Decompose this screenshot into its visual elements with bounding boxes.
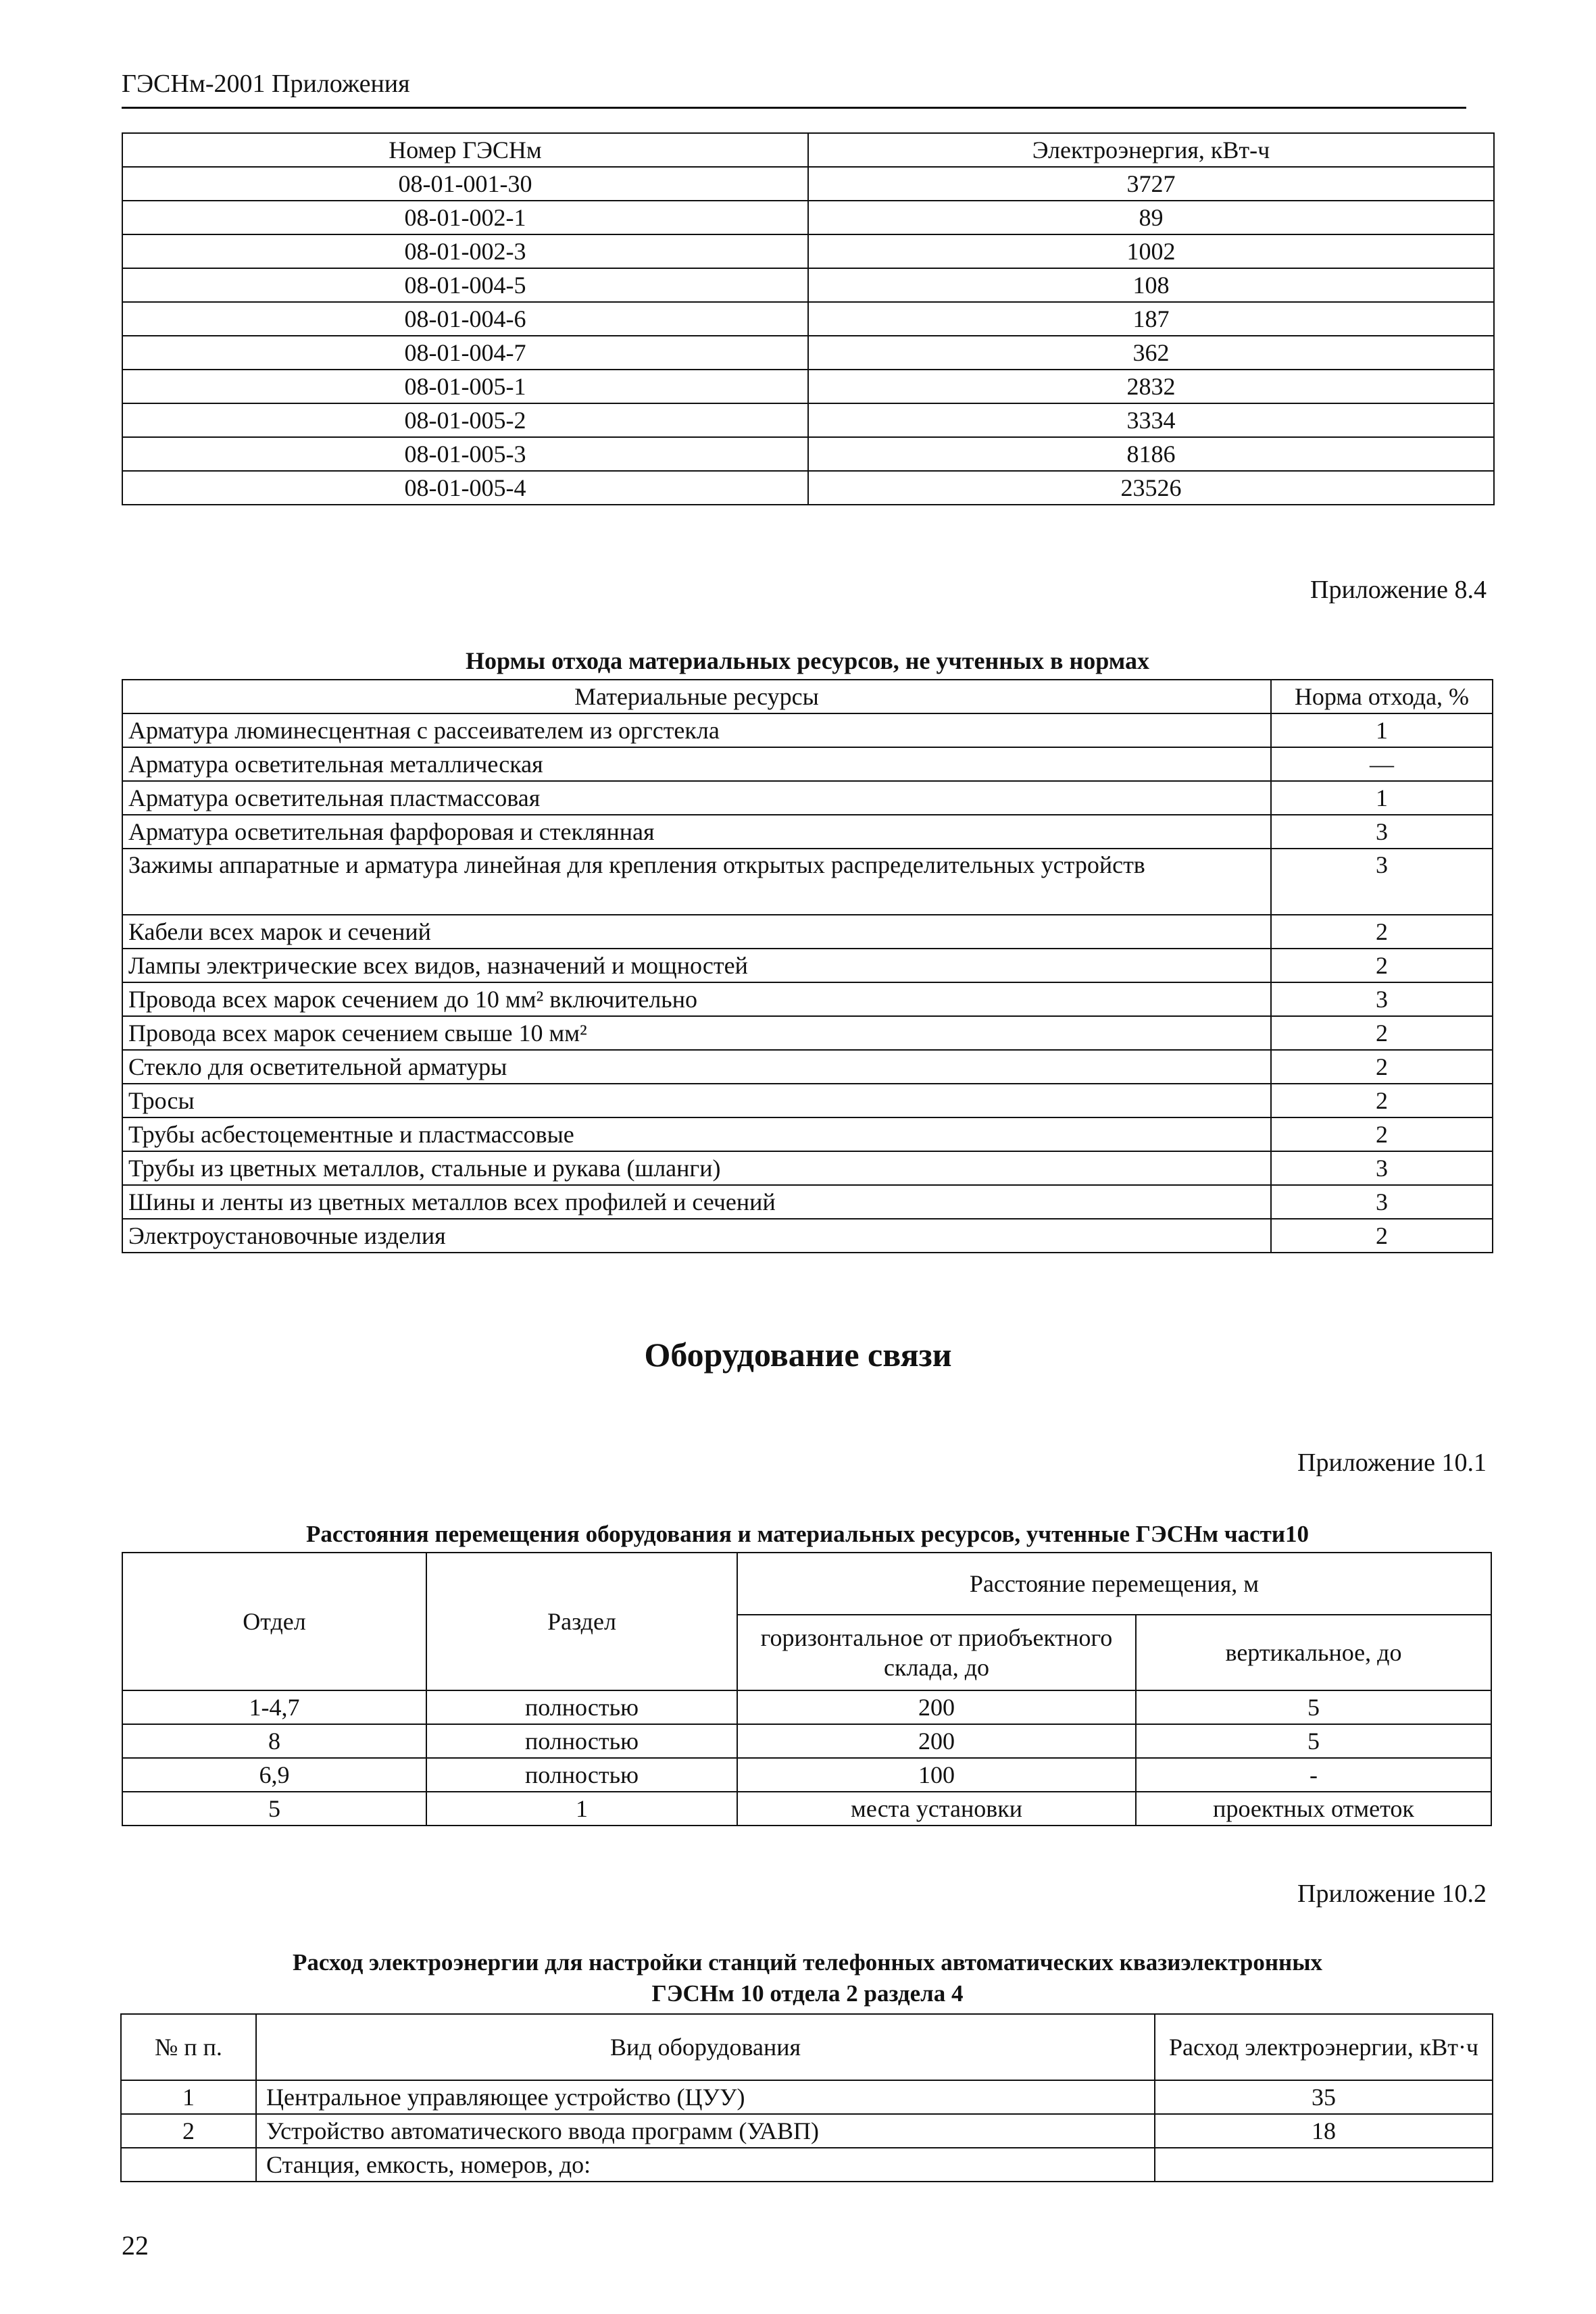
table-cell: 100 xyxy=(737,1758,1136,1792)
appendix-label: Приложение 10.1 xyxy=(1297,1449,1487,1477)
table-cell: Провода всех марок сечением до 10 мм² включительно xyxy=(122,982,1271,1016)
table-cell: 2 xyxy=(1271,1117,1493,1151)
table-cell: Кабели всех марок и сечений xyxy=(122,915,1271,949)
table-row xyxy=(121,2080,1493,2114)
table-cell: 200 xyxy=(737,1690,1136,1724)
table-title: Нормы отхода материальных ресурсов, не учтенных в нормах xyxy=(466,647,1149,674)
table-cell: полностью xyxy=(426,1758,737,1792)
table-row xyxy=(122,815,1493,849)
waste-norms-table xyxy=(122,679,1493,1253)
table-row xyxy=(121,2114,1493,2148)
table-cell: 2 xyxy=(1271,1084,1493,1117)
table-row xyxy=(122,167,1494,201)
header-cell: Номер ГЭСНм xyxy=(122,133,808,167)
table-row xyxy=(122,713,1493,747)
header-cell: Расстояние перемещения, м xyxy=(737,1553,1491,1615)
header-cell: Норма отхода, % xyxy=(1271,680,1493,713)
table-cell: Арматура осветительная металлическая xyxy=(122,747,1271,781)
appendix-label: Приложение 10.2 xyxy=(1297,1880,1487,1908)
table-cell: Центральное управляющее устройство (ЦУУ) xyxy=(256,2080,1155,2114)
table-row xyxy=(122,1792,1491,1826)
table-row xyxy=(122,403,1494,437)
table-cell: 08-01-005-2 xyxy=(122,403,808,437)
table-row xyxy=(122,1758,1491,1792)
table-cell: Тросы xyxy=(122,1084,1271,1117)
header-cell: вертикальное, до xyxy=(1136,1615,1491,1690)
table-cell: Трубы из цветных металлов, стальные и рукава (шланги) xyxy=(122,1151,1271,1185)
table-cell: 08-01-002-1 xyxy=(122,201,808,234)
electricity-table xyxy=(122,132,1495,505)
running-header: ГЭСНм-2001 Приложения xyxy=(122,70,410,98)
header-cell: Вид оборудования xyxy=(256,2014,1155,2080)
table-cell: 200 xyxy=(737,1724,1136,1758)
table-cell: 6,9 xyxy=(122,1758,426,1792)
table-cell: 2832 xyxy=(808,370,1494,403)
table-cell: Трубы асбестоцементные и пластмассовые xyxy=(122,1117,1271,1151)
table-cell: 35 xyxy=(1155,2080,1493,2114)
table-cell: 08-01-005-4 xyxy=(122,471,808,505)
table-cell: 2 xyxy=(121,2114,256,2148)
table-cell: 3 xyxy=(1271,849,1493,915)
table-cell: 108 xyxy=(808,268,1494,302)
table-header-row xyxy=(122,1553,1491,1615)
table-cell xyxy=(1155,2148,1493,2182)
table-row xyxy=(122,949,1493,982)
table-cell: 3 xyxy=(1271,1151,1493,1185)
table-row xyxy=(122,234,1494,268)
header-cell: Раздел xyxy=(426,1553,737,1690)
header-cell: горизонтальное от приобъектного склада, до xyxy=(737,1615,1136,1690)
table-cell: Зажимы аппаратные и арматура линейная для крепления открытых распределительных устройств xyxy=(122,849,1271,915)
table-row xyxy=(122,1690,1491,1724)
table-cell: 18 xyxy=(1155,2114,1493,2148)
table-cell: 5 xyxy=(122,1792,426,1826)
header-rule xyxy=(122,107,1466,109)
header-cell: № п п. xyxy=(121,2014,256,2080)
table-row xyxy=(122,1016,1493,1050)
header-cell: Отдел xyxy=(122,1553,426,1690)
table-row xyxy=(122,1219,1493,1253)
table-header-row xyxy=(121,2014,1493,2080)
table-row xyxy=(121,2148,1493,2182)
table-cell: 1 xyxy=(1271,781,1493,815)
table-cell: проектных отметок xyxy=(1136,1792,1491,1826)
table-cell: Электроустановочные изделия xyxy=(122,1219,1271,1253)
table-cell: 2 xyxy=(1271,949,1493,982)
table-cell: 187 xyxy=(808,302,1494,336)
table-cell: Устройство автоматического ввода программ (УАВП) xyxy=(256,2114,1155,2148)
electricity-consumption-table xyxy=(120,2013,1493,2182)
table-cell: 89 xyxy=(808,201,1494,234)
table-cell: — xyxy=(1271,747,1493,781)
table-cell: Лампы электрические всех видов, назначений и мощностей xyxy=(122,949,1271,982)
table-cell: 1 xyxy=(426,1792,737,1826)
table-cell: 1 xyxy=(121,2080,256,2114)
table-cell: 1-4,7 xyxy=(122,1690,426,1724)
table-row xyxy=(122,1117,1493,1151)
table-row xyxy=(122,437,1494,471)
table-cell: 362 xyxy=(808,336,1494,370)
table-row xyxy=(122,302,1494,336)
table-cell: Шины и ленты из цветных металлов всех профилей и сечений xyxy=(122,1185,1271,1219)
table-cell: 3727 xyxy=(808,167,1494,201)
table-cell: 08-01-004-7 xyxy=(122,336,808,370)
table-title-line1: Расход электроэнергии для настройки станций телефонных автоматических квазиэлектронных xyxy=(292,1949,1323,1976)
table-cell: места установки xyxy=(737,1792,1136,1826)
table-cell: 08-01-001-30 xyxy=(122,167,808,201)
table-cell xyxy=(121,2148,256,2182)
appendix-label: Приложение 8.4 xyxy=(1310,576,1487,604)
table-row xyxy=(122,1185,1493,1219)
table-header-row xyxy=(122,133,1494,167)
table-row xyxy=(122,268,1494,302)
table-cell: 08-01-004-5 xyxy=(122,268,808,302)
table-cell: Арматура осветительная фарфоровая и стеклянная xyxy=(122,815,1271,849)
table-cell: 8 xyxy=(122,1724,426,1758)
header-cell: Электроэнергия, кВт-ч xyxy=(808,133,1494,167)
table-row xyxy=(122,1084,1493,1117)
table-row xyxy=(122,370,1494,403)
table-cell: 5 xyxy=(1136,1724,1491,1758)
table-cell: 2 xyxy=(1271,1016,1493,1050)
table-row xyxy=(122,915,1493,949)
header-cell: Материальные ресурсы xyxy=(122,680,1271,713)
table-cell: Стекло для осветительной арматуры xyxy=(122,1050,1271,1084)
table-cell: 5 xyxy=(1136,1690,1491,1724)
table-cell: полностью xyxy=(426,1690,737,1724)
table-header-row xyxy=(122,680,1493,713)
table-cell: 2 xyxy=(1271,1050,1493,1084)
table-row xyxy=(122,982,1493,1016)
table-row xyxy=(122,201,1494,234)
table-cell: Арматура осветительная пластмассовая xyxy=(122,781,1271,815)
section-title: Оборудование связи xyxy=(644,1336,952,1374)
header-cell: Расход электроэнергии, кВт·ч xyxy=(1155,2014,1493,2080)
table-cell: 08-01-005-1 xyxy=(122,370,808,403)
table-cell: полностью xyxy=(426,1724,737,1758)
table-row xyxy=(122,781,1493,815)
table-title: Расстояния перемещения оборудования и материальных ресурсов, учтенные ГЭСНм части10 xyxy=(305,1521,1310,1547)
table-cell: Станция, емкость, номеров, до: xyxy=(256,2148,1155,2182)
table-row xyxy=(122,1724,1491,1758)
table-cell: 23526 xyxy=(808,471,1494,505)
table-row xyxy=(122,849,1493,915)
table-cell: Арматура люминесцентная с рассеивателем из оргстекла xyxy=(122,713,1271,747)
table-cell: 8186 xyxy=(808,437,1494,471)
table-row xyxy=(122,471,1494,505)
table-cell: 3334 xyxy=(808,403,1494,437)
table-row xyxy=(122,1050,1493,1084)
table-cell: 2 xyxy=(1271,915,1493,949)
table-cell: 08-01-002-3 xyxy=(122,234,808,268)
table-cell: 08-01-005-3 xyxy=(122,437,808,471)
page-number: 22 xyxy=(122,2230,149,2261)
table-cell: 1002 xyxy=(808,234,1494,268)
table-cell: 08-01-004-6 xyxy=(122,302,808,336)
table-cell: - xyxy=(1136,1758,1491,1792)
table-cell: 3 xyxy=(1271,815,1493,849)
table-cell: 1 xyxy=(1271,713,1493,747)
table-cell: 3 xyxy=(1271,982,1493,1016)
table-row xyxy=(122,747,1493,781)
table-row xyxy=(122,1151,1493,1185)
table-cell: 3 xyxy=(1271,1185,1493,1219)
table-title-line2: ГЭСНм 10 отдела 2 раздела 4 xyxy=(651,1980,964,2007)
distance-table xyxy=(122,1552,1492,1826)
table-cell: 2 xyxy=(1271,1219,1493,1253)
table-row xyxy=(122,336,1494,370)
table-cell: Провода всех марок сечением свыше 10 мм² xyxy=(122,1016,1271,1050)
